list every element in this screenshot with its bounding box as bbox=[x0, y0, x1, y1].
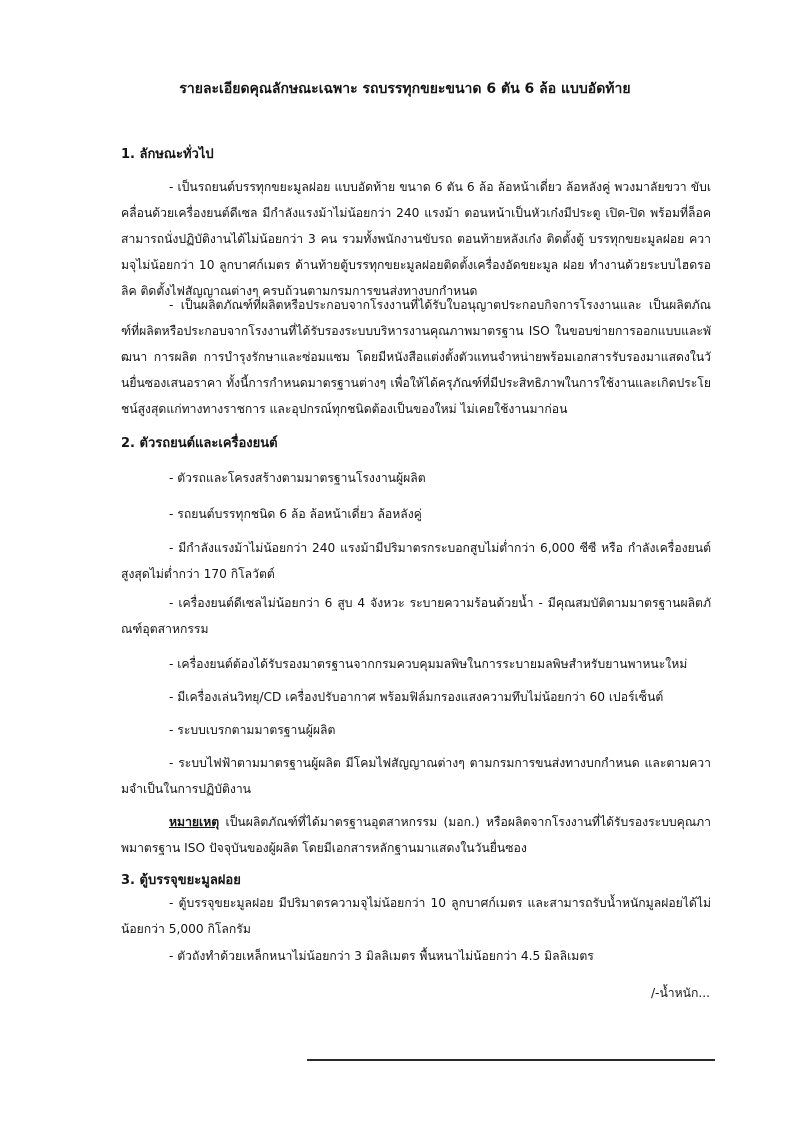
list-item-text: - มีกำลังแรงม้าไม่น้อยกว่า 240 แรงม้ามีปริมาตรกระบอกสูบไม่ต่ำกว่า 6,000 ซีซี หรือ กำลังเครื่องยนต์สูงสุดไม่ต่ำกว่า 170 กิโลวัตต์ bbox=[121, 541, 711, 581]
list-item-text: - ตู้บรรจุขยะมูลฝอย มีปริมาตรความจุไม่น้อยกว่า 10 ลูกบาศก์เมตร และสามารถรับน้ำหนักมูลฝอยได้ไม่น้อยกว่า 5,000 กิโลกรัม bbox=[121, 896, 711, 936]
list-item bbox=[121, 465, 711, 491]
list-item-text: - เครื่องยนต์ต้องได้รับรองมาตรฐานจากกรมควบคุมมลพิษในการระบายมลพิษสำหรับยานพาหนะใหม่ bbox=[169, 657, 688, 671]
list-item-text: - ตัวรถและโครงสร้างตามมาตรฐานโรงงานผู้ผลิต bbox=[169, 471, 426, 485]
list-item bbox=[121, 750, 711, 802]
list-item-text: - รถยนต์บรรทุกชนิด 6 ล้อ ล้อหน้าเดี่ยว ล้อหลังคู่ bbox=[169, 507, 422, 521]
note-text: เป็นผลิตภัณฑ์ที่ได้มาตรฐานอุตสาหกรรม (มอก.) หรือผลิตจากโรงงานที่ได้รับรองระบบคุณภาพมาตรฐาน ISO ปัจจุบันของผู้ผลิต โดยมีเอกสารหลักฐานมาแสดงในวันยื่นซอง bbox=[121, 815, 711, 855]
section-heading-garbage-container: 3. ตู้บรรจุขยะมูลฝอย bbox=[121, 873, 241, 888]
list-item bbox=[121, 890, 711, 942]
list-item-text: - มีเครื่องเล่นวิทยุ/CD เครื่องปรับอากาศ พร้อมฟิล์มกรองแสงความทึบไม่น้อยกว่า 60 เปอร์เซ็นต์ bbox=[169, 690, 664, 704]
document-title: รายละเอียดคุณลักษณะเฉพาะ รถบรรทุกขยะขนาด 6 ตัน 6 ล้อ แบบอัดท้าย bbox=[179, 81, 631, 97]
list-item bbox=[121, 651, 711, 677]
paragraph-manufacturer-requirements: - เป็นผลิตภัณฑ์ที่ผลิตหรือประกอบจากโรงงานที่ได้รับใบอนุญาตประกอบกิจการโรงงานและ เป็นผลิตภัณฑ์ที่ผลิตหรือประกอบจากโรงงานที่ได้รับรองระบบบริหารงานคุณภาพมาตรฐาน ISO ในขอบข่ายการออกแบบและพัฒนา การผลิต การบำรุงรักษาและซ่อมแซม โดยมีหนังสือแต่งตั้งตัวแทนจำหน่ายพร้อมเอกสารรับรองมาแสดงในวันยื่นซองเสนอราคา ทั้งนี้การกำหนดมาตรฐานต่างๆ เพื่อให้ได้ครุภัณฑ์ที่มีประสิทธิภาพในการใช้งานและเกิดประโยชน์สูงสุดแก่ทางทางราชการ และอุปกรณ์ทุกชนิดต้องเป็นของใหม่ ไม่เคยใช้งานมาก่อน bbox=[121, 298, 711, 416]
list-item bbox=[121, 590, 711, 642]
list-item bbox=[121, 535, 711, 587]
list-item bbox=[121, 717, 711, 743]
bottom-divider bbox=[307, 1059, 715, 1061]
list-item-text: - ตัวถังทำด้วยเหล็กหนาไม่น้อยกว่า 3 มิลลิเมตร พื้นหนาไม่น้อยกว่า 4.5 มิลลิเมตร bbox=[169, 949, 594, 963]
note-paragraph bbox=[121, 809, 711, 861]
section-heading-vehicle-engine: 2. ตัวรถยนต์และเครื่องยนต์ bbox=[121, 436, 278, 451]
page-continuation-marker: /-น้ำหนัก... bbox=[650, 986, 710, 1000]
paragraph-general-description: - เป็นรถยนต์บรรทุกขยะมูลฝอย แบบอัดท้าย ขนาด 6 ตัน 6 ล้อ ล้อหน้าเดี่ยว ล้อหลังคู่ พวงมาลัยขวา ขับเคลื่อนด้วยเครื่องยนต์ดีเซล มีกำลังแรงม้าไม่น้อยกว่า 240 แรงม้า ตอนหน้าเป็นหัวเก๋งมีประตู เปิด-ปิด พร้อมที่ล็อค สามารถนั่งปฏิบัติงานได้ไม่น้อยกว่า 3 คน รวมทั้งพนักงานขับรถ ตอนท้ายหลังเก๋ง ติดตั้งตู้ บรรทุกขยะมูลฝอย ความจุไม่น้อยกว่า 10 ลูกบาศก์เมตร ด้านท้ายตู้บรรทุกขยะมูลฝอยติดตั้งเครื่องอัดขยะมูล ฝอย ทำงานด้วยระบบไฮดรอลิค ติดตั้งไฟสัญญาณต่างๆ ครบถ้วนตามกรมการขนส่งทางบกกำหนด bbox=[121, 180, 711, 298]
list-item-text: - ระบบเบรกตามมาตรฐานผู้ผลิต bbox=[169, 723, 336, 737]
list-item-text: - เครื่องยนต์ดีเซลไม่น้อยกว่า 6 สูบ 4 จังหวะ ระบายความร้อนด้วยน้ำ - มีคุณสมบัติตามมาตรฐานผลิตภัณฑ์อุตสาหกรรม bbox=[121, 596, 711, 636]
section-heading-general: 1. ลักษณะทั่วไป bbox=[121, 147, 214, 162]
note-label: หมายเหตุ bbox=[169, 815, 220, 829]
list-item bbox=[121, 943, 711, 969]
list-item bbox=[121, 501, 711, 527]
list-item-text: - ระบบไฟฟ้าตามมาตรฐานผู้ผลิต มีโคมไฟสัญญาณต่างๆ ตามกรมการขนส่งทางบกกำหนด และตามความจำเป็นในการปฏิบัติงาน bbox=[121, 756, 711, 796]
list-item bbox=[121, 684, 711, 710]
